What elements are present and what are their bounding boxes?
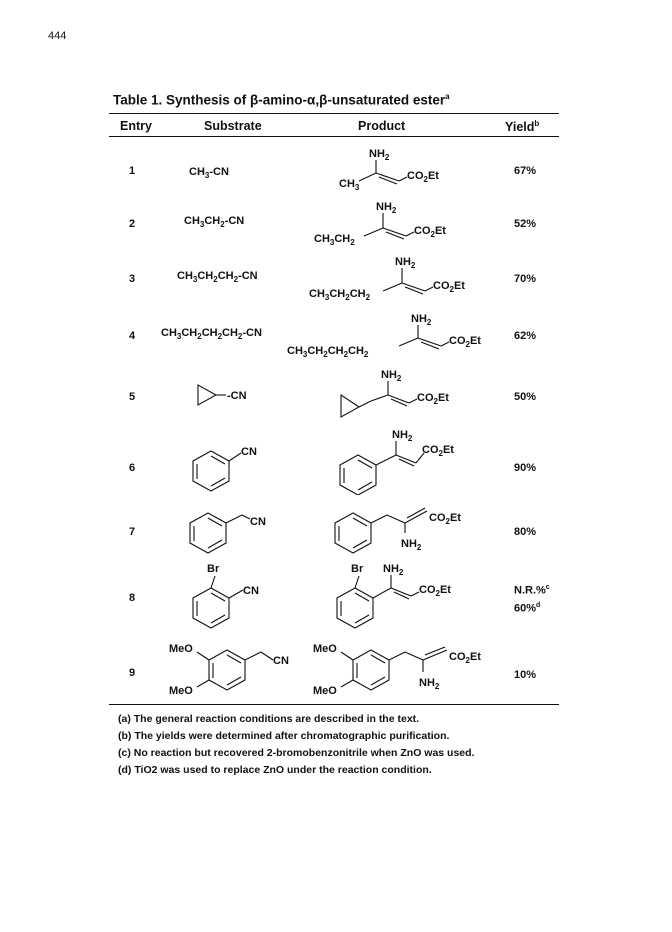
svg-text:CH3: $CH_3$: [339, 178, 360, 192]
header-entry: Entry: [120, 119, 152, 133]
table-title: [113, 92, 450, 108]
table-row: [109, 253, 559, 308]
yield-value: 52%: [514, 218, 537, 230]
table-row: [109, 558, 559, 633]
svg-text:MeO: MeO: [313, 643, 337, 655]
product-structure: [339, 145, 469, 193]
footnote-b: (b) The yields were determined after chromatographic purification.: [118, 730, 450, 742]
footnote-c: (c) No reaction but recovered 2-bromobenzonitrile when ZnO was used.: [118, 747, 475, 759]
svg-text:CH3CH2CH2CH2-CN: $CH_3CH_2CH_2CH_2-CN$: [161, 327, 262, 341]
svg-text:CN: CN: [243, 585, 259, 597]
table-header-rule: [109, 136, 559, 137]
table-row: [109, 636, 559, 702]
table-row: [109, 198, 559, 253]
footnote-a: (a) The general reaction conditions are described in the text.: [118, 713, 420, 725]
yield-value: 50%: [514, 391, 537, 403]
entry-number: 1: [129, 165, 136, 177]
substrate-structure: [194, 381, 274, 411]
svg-text:NH2: $NH_2$: [381, 369, 402, 383]
substrate-structure: [169, 638, 299, 700]
svg-text:CO2Et: $CO_2Et$: [419, 584, 451, 598]
svg-text:CN: CN: [250, 516, 266, 528]
svg-text:CN: CN: [241, 446, 257, 458]
svg-text:CO2Et: $CO_2Et$: [429, 512, 461, 526]
svg-text:NH2: $NH_2$: [411, 313, 432, 327]
yield-value-alt: 60%$^d$: [514, 602, 541, 615]
entry-number: 5: [129, 391, 136, 403]
substrate-structure: [161, 324, 301, 344]
substrate-structure: [187, 439, 277, 495]
entry-number: 6: [129, 462, 136, 474]
entry-number: 4: [129, 330, 136, 342]
footnote-d: (d) TiO2 was used to replace ZnO under the reaction condition.: [118, 764, 432, 776]
table-title-prefix: Table 1. Synthesis of: [113, 92, 251, 108]
svg-text:CN: CN: [273, 655, 289, 667]
svg-text:NH2: $NH_2$: [369, 148, 390, 162]
svg-text:CO2Et: $CO_2Et$: [414, 225, 446, 239]
table-title-main: β-amino-α,β-unsaturated ester: [250, 92, 446, 108]
table-title-footnote-mark: a: [445, 92, 450, 101]
entry-number: 7: [129, 526, 136, 538]
substrate-structure: [187, 560, 287, 632]
svg-text:NH2: $NH_2$: [401, 538, 422, 552]
yield-value: 70%: [514, 273, 537, 285]
yield-value: N.R.%$^c$: [514, 584, 550, 597]
substrate-structure: [184, 505, 284, 557]
entry-number: 3: [129, 273, 136, 285]
svg-text:NH2: $NH_2$: [383, 563, 404, 577]
product-structure: [313, 638, 513, 700]
entry-number: 2: [129, 218, 136, 230]
svg-text:MeO: MeO: [313, 685, 337, 697]
table-row: [109, 365, 559, 425]
table-top-rule: [109, 113, 559, 114]
entry-number: 8: [129, 592, 136, 604]
yield-value: 90%: [514, 462, 537, 474]
svg-text:CH3CH2-CN: $CH_3CH_2-CN$: [184, 215, 245, 229]
yield-value: 62%: [514, 330, 537, 342]
svg-text:CO2Et: $CO_2Et$: [433, 280, 465, 294]
svg-text:NH2: $NH_2$: [395, 256, 416, 270]
svg-text:CO2Et: $CO_2Et$: [449, 651, 481, 665]
product-structure: [287, 308, 507, 360]
product-structure: [309, 253, 479, 305]
svg-text:CO2Et: $CO_2Et$: [417, 392, 449, 406]
svg-text:-CN: -CN: [227, 390, 247, 402]
page-number: 444: [48, 30, 67, 42]
yield-value: 67%: [514, 165, 537, 177]
table-row: [109, 497, 559, 557]
svg-text:CH3CH2CH2-CN: $CH_3CH_2CH_2-CN$: [177, 270, 258, 284]
svg-text:MeO: MeO: [169, 685, 193, 697]
svg-text:Br: Br: [351, 563, 364, 575]
svg-text:MeO: MeO: [169, 643, 193, 655]
product-structure: [331, 558, 481, 632]
substrate-structure: [177, 267, 297, 287]
substrate-structure: [189, 163, 269, 183]
table-bottom-rule: [109, 704, 559, 705]
svg-text:CO2Et: $CO_2Et$: [407, 170, 439, 184]
svg-text:NH2: $NH_2$: [419, 677, 440, 691]
header-product: Product: [358, 119, 406, 133]
product-structure: [339, 365, 479, 423]
table-row: [109, 308, 559, 363]
product-structure: [329, 497, 489, 555]
svg-text:CH3CH2: $CH_3CH_2$: [314, 233, 355, 247]
svg-text:CO2Et: $CO_2Et$: [422, 444, 454, 458]
table-row: [109, 425, 559, 495]
svg-text:CH3-CN: $CH_3-CN$: [189, 166, 229, 180]
table-footnotes: [118, 711, 474, 779]
header-substrate: Substrate: [204, 119, 262, 133]
svg-text:Br: Br: [207, 563, 220, 575]
svg-text:NH2: $NH_2$: [376, 201, 397, 215]
entry-number: 9: [129, 667, 136, 679]
product-structure: [314, 198, 464, 250]
svg-text:NH2: $NH_2$: [392, 429, 413, 443]
svg-text:CO2Et: $CO_2Et$: [449, 335, 481, 349]
yield-value: 80%: [514, 526, 537, 538]
substrate-structure: [184, 212, 284, 232]
table-row: [109, 145, 559, 195]
svg-text:CH3CH2CH2: $CH_3CH_2CH_2$: [309, 288, 371, 302]
product-structure: [334, 425, 474, 495]
yield-value: 10%: [514, 669, 537, 681]
header-yield: Yield$^b$: [505, 119, 540, 135]
svg-text:CH3CH2CH2CH2: $CH_3CH_2CH_2CH_2$: [287, 345, 369, 359]
